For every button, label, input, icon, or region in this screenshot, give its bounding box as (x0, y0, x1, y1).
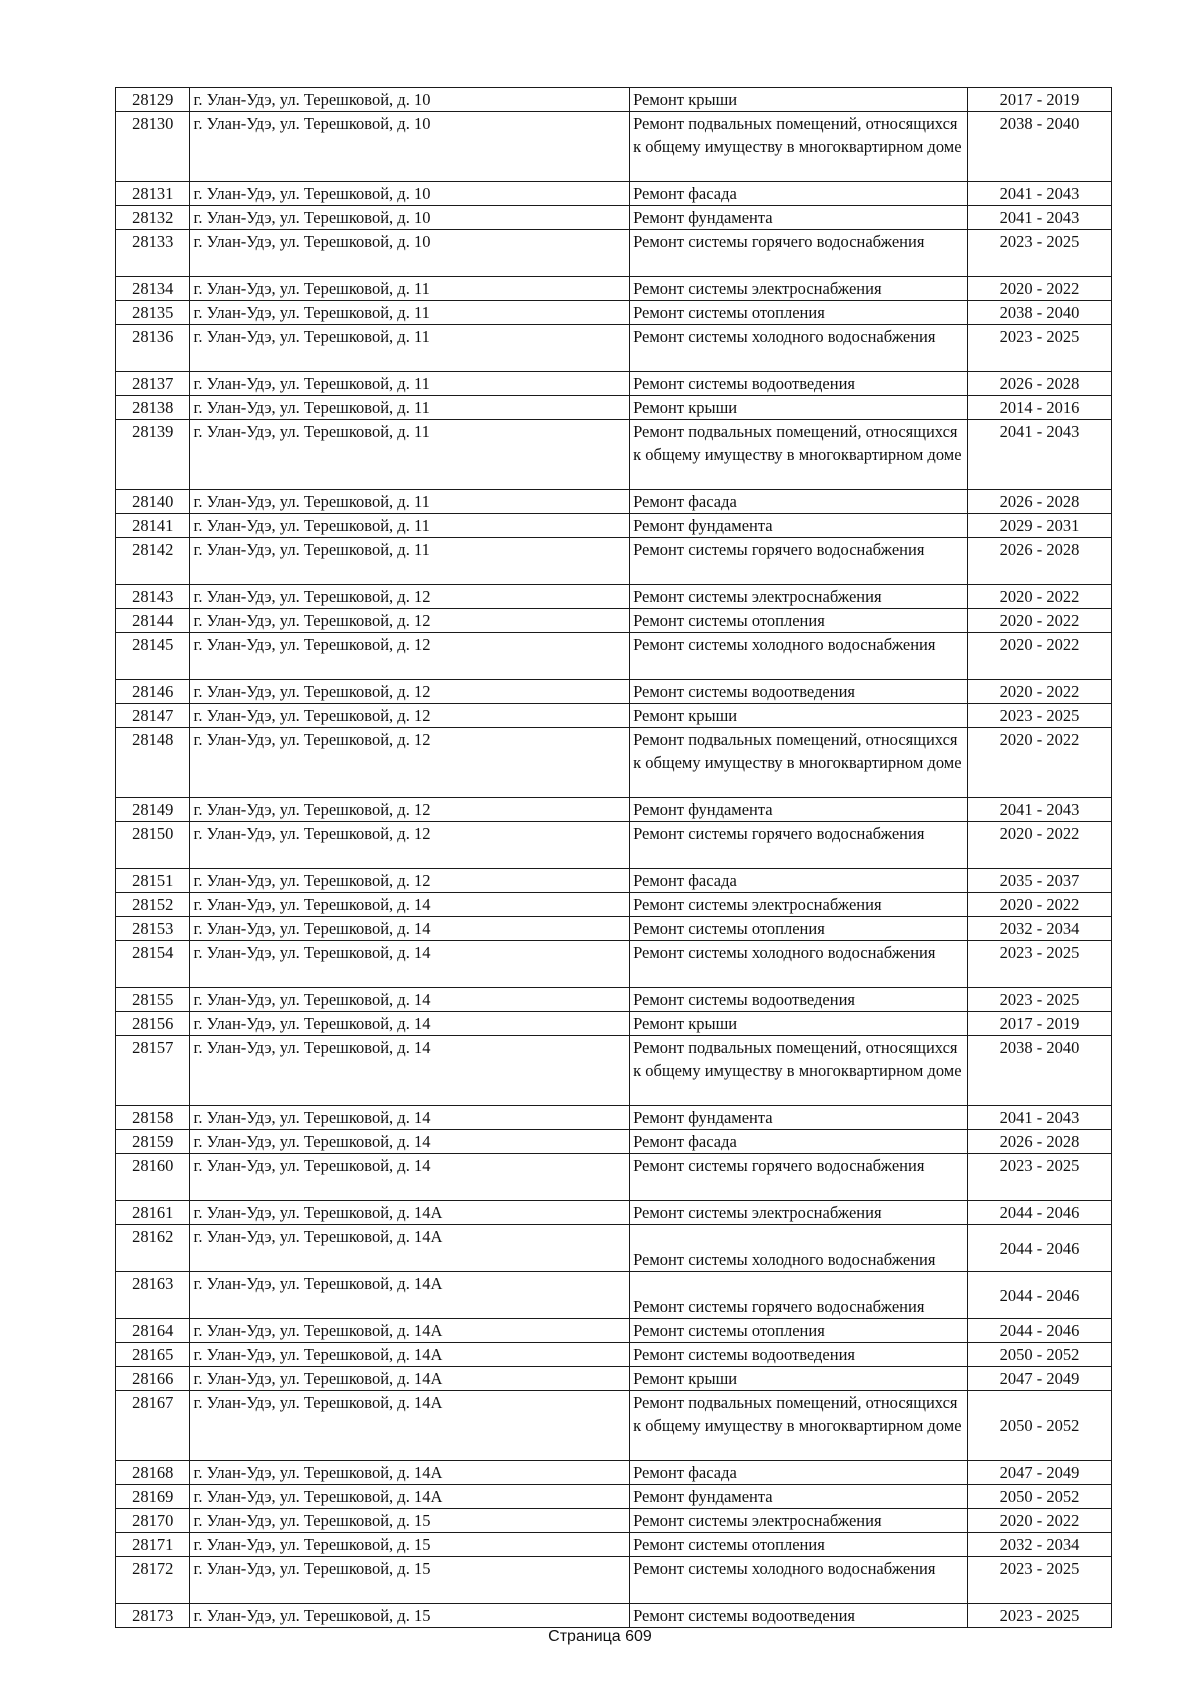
row-work-type: Ремонт системы холодного водоснабжения (630, 1225, 968, 1272)
row-period: 2017 - 2019 (968, 88, 1112, 112)
row-work-type: Ремонт системы холодного водоснабжения (630, 325, 968, 372)
row-period: 2020 - 2022 (968, 1509, 1112, 1533)
row-id: 28129 (116, 88, 190, 112)
row-period: 2023 - 2025 (968, 704, 1112, 728)
row-address: г. Улан-Удэ, ул. Терешковой, д. 11 (190, 325, 630, 372)
row-period: 2020 - 2022 (968, 893, 1112, 917)
row-address: г. Улан-Удэ, ул. Терешковой, д. 11 (190, 514, 630, 538)
table-row (116, 1106, 1112, 1130)
row-id: 28156 (116, 1012, 190, 1036)
row-id: 28130 (116, 112, 190, 182)
row-period: 2020 - 2022 (968, 609, 1112, 633)
row-work-type: Ремонт фасада (630, 182, 968, 206)
row-work-type: Ремонт системы водоотведения (630, 988, 968, 1012)
row-id: 28141 (116, 514, 190, 538)
row-id: 28172 (116, 1557, 190, 1604)
row-id: 28153 (116, 917, 190, 941)
row-work-type: Ремонт подвальных помещений, относящихся к общему имуществу в многоквартирном доме (630, 112, 968, 182)
row-address: г. Улан-Удэ, ул. Терешковой, д. 10 (190, 88, 630, 112)
row-id: 28169 (116, 1485, 190, 1509)
row-address: г. Улан-Удэ, ул. Терешковой, д. 14А (190, 1201, 630, 1225)
table-row (116, 1391, 1112, 1461)
row-period: 2026 - 2028 (968, 372, 1112, 396)
table-row (116, 1367, 1112, 1391)
row-address: г. Улан-Удэ, ул. Терешковой, д. 11 (190, 277, 630, 301)
row-period: 2050 - 2052 (968, 1485, 1112, 1509)
table-row (116, 1319, 1112, 1343)
row-work-type: Ремонт системы горячего водоснабжения (630, 538, 968, 585)
row-id: 28161 (116, 1201, 190, 1225)
row-id: 28144 (116, 609, 190, 633)
table-body (116, 88, 1112, 1628)
row-period: 2023 - 2025 (968, 325, 1112, 372)
table-row (116, 822, 1112, 869)
row-period: 2041 - 2043 (968, 798, 1112, 822)
row-id: 28136 (116, 325, 190, 372)
row-id: 28148 (116, 728, 190, 798)
table-row (116, 396, 1112, 420)
row-address: г. Улан-Удэ, ул. Терешковой, д. 14 (190, 917, 630, 941)
row-address: г. Улан-Удэ, ул. Терешковой, д. 15 (190, 1557, 630, 1604)
row-work-type: Ремонт крыши (630, 704, 968, 728)
row-work-type: Ремонт фундамента (630, 1485, 968, 1509)
row-work-type: Ремонт фасада (630, 1461, 968, 1485)
row-period: 2023 - 2025 (968, 1604, 1112, 1628)
row-period: 2044 - 2046 (968, 1319, 1112, 1343)
row-period: 2047 - 2049 (968, 1461, 1112, 1485)
table-row (116, 1343, 1112, 1367)
table-row (116, 1557, 1112, 1604)
row-address: г. Улан-Удэ, ул. Терешковой, д. 11 (190, 490, 630, 514)
row-work-type: Ремонт фасада (630, 490, 968, 514)
row-id: 28149 (116, 798, 190, 822)
row-work-type: Ремонт системы электроснабжения (630, 893, 968, 917)
row-work-type: Ремонт системы горячего водоснабжения (630, 230, 968, 277)
table-row (116, 988, 1112, 1012)
row-period: 2020 - 2022 (968, 277, 1112, 301)
table-row (116, 941, 1112, 988)
row-period: 2023 - 2025 (968, 941, 1112, 988)
row-id: 28131 (116, 182, 190, 206)
row-address: г. Улан-Удэ, ул. Терешковой, д. 14 (190, 1130, 630, 1154)
row-work-type: Ремонт фундамента (630, 206, 968, 230)
row-work-type: Ремонт системы холодного водоснабжения (630, 1557, 968, 1604)
row-period: 2023 - 2025 (968, 988, 1112, 1012)
row-period: 2044 - 2046 (968, 1201, 1112, 1225)
table-row (116, 1604, 1112, 1628)
row-id: 28150 (116, 822, 190, 869)
table-row (116, 728, 1112, 798)
table-row (116, 206, 1112, 230)
row-work-type: Ремонт системы водоотведения (630, 680, 968, 704)
row-address: г. Улан-Удэ, ул. Терешковой, д. 12 (190, 633, 630, 680)
row-period: 2023 - 2025 (968, 1557, 1112, 1604)
row-address: г. Улан-Удэ, ул. Терешковой, д. 14А (190, 1319, 630, 1343)
table-row (116, 325, 1112, 372)
row-period: 2017 - 2019 (968, 1012, 1112, 1036)
row-work-type: Ремонт фундамента (630, 1106, 968, 1130)
row-period: 2032 - 2034 (968, 917, 1112, 941)
row-address: г. Улан-Удэ, ул. Терешковой, д. 14 (190, 1106, 630, 1130)
row-id: 28139 (116, 420, 190, 490)
row-id: 28147 (116, 704, 190, 728)
row-period: 2038 - 2040 (968, 112, 1112, 182)
table-row (116, 1130, 1112, 1154)
table-row (116, 1485, 1112, 1509)
row-id: 28135 (116, 301, 190, 325)
row-period: 2020 - 2022 (968, 822, 1112, 869)
row-id: 28133 (116, 230, 190, 277)
row-period: 2044 - 2046 (968, 1272, 1112, 1319)
row-address: г. Улан-Удэ, ул. Терешковой, д. 11 (190, 301, 630, 325)
row-work-type: Ремонт системы электроснабжения (630, 277, 968, 301)
row-period: 2026 - 2028 (968, 490, 1112, 514)
row-work-type: Ремонт системы холодного водоснабжения (630, 633, 968, 680)
table-row (116, 893, 1112, 917)
row-address: г. Улан-Удэ, ул. Терешковой, д. 10 (190, 112, 630, 182)
row-id: 28164 (116, 1319, 190, 1343)
table-row (116, 798, 1112, 822)
table-row (116, 277, 1112, 301)
row-period: 2020 - 2022 (968, 585, 1112, 609)
row-address: г. Улан-Удэ, ул. Терешковой, д. 14А (190, 1485, 630, 1509)
row-work-type: Ремонт системы водоотведения (630, 1604, 968, 1628)
row-id: 28146 (116, 680, 190, 704)
row-id: 28159 (116, 1130, 190, 1154)
table-row (116, 1225, 1112, 1272)
row-work-type: Ремонт системы отопления (630, 1533, 968, 1557)
row-period: 2029 - 2031 (968, 514, 1112, 538)
row-address: г. Улан-Удэ, ул. Терешковой, д. 14 (190, 1012, 630, 1036)
row-address: г. Улан-Удэ, ул. Терешковой, д. 11 (190, 372, 630, 396)
row-address: г. Улан-Удэ, ул. Терешковой, д. 11 (190, 420, 630, 490)
row-work-type: Ремонт фасада (630, 1130, 968, 1154)
row-work-type: Ремонт системы горячего водоснабжения (630, 1154, 968, 1201)
row-id: 28152 (116, 893, 190, 917)
row-work-type: Ремонт системы электроснабжения (630, 1201, 968, 1225)
row-address: г. Улан-Удэ, ул. Терешковой, д. 12 (190, 869, 630, 893)
row-address: г. Улан-Удэ, ул. Терешковой, д. 12 (190, 609, 630, 633)
table-row (116, 1509, 1112, 1533)
row-address: г. Улан-Удэ, ул. Терешковой, д. 14А (190, 1391, 630, 1461)
table-row (116, 609, 1112, 633)
row-address: г. Улан-Удэ, ул. Терешковой, д. 14 (190, 1036, 630, 1106)
table-row (116, 704, 1112, 728)
row-work-type: Ремонт системы отопления (630, 1319, 968, 1343)
row-period: 2020 - 2022 (968, 728, 1112, 798)
row-id: 28145 (116, 633, 190, 680)
row-address: г. Улан-Удэ, ул. Терешковой, д. 14 (190, 893, 630, 917)
row-address: г. Улан-Удэ, ул. Терешковой, д. 11 (190, 396, 630, 420)
row-id: 28138 (116, 396, 190, 420)
table-row (116, 538, 1112, 585)
table-row (116, 1036, 1112, 1106)
row-id: 28170 (116, 1509, 190, 1533)
row-address: г. Улан-Удэ, ул. Терешковой, д. 10 (190, 230, 630, 277)
row-id: 28173 (116, 1604, 190, 1628)
row-address: г. Улан-Удэ, ул. Терешковой, д. 15 (190, 1604, 630, 1628)
row-id: 28140 (116, 490, 190, 514)
row-address: г. Улан-Удэ, ул. Терешковой, д. 14А (190, 1461, 630, 1485)
page-number: Страница 609 (548, 1628, 652, 1645)
row-period: 2020 - 2022 (968, 633, 1112, 680)
table-row (116, 633, 1112, 680)
row-address: г. Улан-Удэ, ул. Терешковой, д. 15 (190, 1533, 630, 1557)
row-address: г. Улан-Удэ, ул. Терешковой, д. 14 (190, 941, 630, 988)
row-id: 28151 (116, 869, 190, 893)
table-row (116, 301, 1112, 325)
row-address: г. Улан-Удэ, ул. Терешковой, д. 12 (190, 728, 630, 798)
table-row (116, 490, 1112, 514)
row-id: 28157 (116, 1036, 190, 1106)
row-period: 2020 - 2022 (968, 680, 1112, 704)
row-work-type: Ремонт крыши (630, 1367, 968, 1391)
row-address: г. Улан-Удэ, ул. Терешковой, д. 12 (190, 680, 630, 704)
row-address: г. Улан-Удэ, ул. Терешковой, д. 10 (190, 182, 630, 206)
row-id: 28166 (116, 1367, 190, 1391)
row-id: 28160 (116, 1154, 190, 1201)
row-id: 28171 (116, 1533, 190, 1557)
table-row (116, 1201, 1112, 1225)
row-work-type: Ремонт подвальных помещений, относящихся к общему имуществу в многоквартирном доме (630, 1391, 968, 1461)
table-row (116, 1461, 1112, 1485)
row-period: 2026 - 2028 (968, 538, 1112, 585)
row-work-type: Ремонт фундамента (630, 514, 968, 538)
row-address: г. Улан-Удэ, ул. Терешковой, д. 14 (190, 1154, 630, 1201)
row-work-type: Ремонт системы отопления (630, 917, 968, 941)
table-row (116, 585, 1112, 609)
row-address: г. Улан-Удэ, ул. Терешковой, д. 12 (190, 704, 630, 728)
row-work-type: Ремонт системы отопления (630, 301, 968, 325)
table-row (116, 112, 1112, 182)
row-id: 28158 (116, 1106, 190, 1130)
row-id: 28134 (116, 277, 190, 301)
row-id: 28143 (116, 585, 190, 609)
row-period: 2026 - 2028 (968, 1130, 1112, 1154)
row-period: 2032 - 2034 (968, 1533, 1112, 1557)
row-work-type: Ремонт системы водоотведения (630, 372, 968, 396)
table-row (116, 1272, 1112, 1319)
table-row (116, 514, 1112, 538)
row-address: г. Улан-Удэ, ул. Терешковой, д. 14А (190, 1343, 630, 1367)
row-id: 28168 (116, 1461, 190, 1485)
row-work-type: Ремонт подвальных помещений, относящихся к общему имуществу в многоквартирном доме (630, 728, 968, 798)
row-work-type: Ремонт крыши (630, 88, 968, 112)
row-work-type: Ремонт крыши (630, 396, 968, 420)
row-period: 2044 - 2046 (968, 1225, 1112, 1272)
row-work-type: Ремонт фундамента (630, 798, 968, 822)
table-row (116, 1012, 1112, 1036)
row-period: 2041 - 2043 (968, 420, 1112, 490)
row-period: 2041 - 2043 (968, 1106, 1112, 1130)
row-id: 28155 (116, 988, 190, 1012)
row-address: г. Улан-Удэ, ул. Терешковой, д. 14 (190, 988, 630, 1012)
row-work-type: Ремонт системы электроснабжения (630, 585, 968, 609)
row-work-type: Ремонт системы горячего водоснабжения (630, 1272, 968, 1319)
repair-schedule-table (115, 87, 1112, 1628)
row-id: 28162 (116, 1225, 190, 1272)
row-address: г. Улан-Удэ, ул. Терешковой, д. 14А (190, 1272, 630, 1319)
row-period: 2038 - 2040 (968, 1036, 1112, 1106)
row-work-type: Ремонт фасада (630, 869, 968, 893)
row-work-type: Ремонт системы холодного водоснабжения (630, 941, 968, 988)
table-row (116, 869, 1112, 893)
table-row (116, 182, 1112, 206)
table-row (116, 917, 1112, 941)
row-id: 28167 (116, 1391, 190, 1461)
row-work-type: Ремонт системы электроснабжения (630, 1509, 968, 1533)
table-row (116, 1154, 1112, 1201)
row-address: г. Улан-Удэ, ул. Терешковой, д. 10 (190, 206, 630, 230)
row-period: 2050 - 2052 (968, 1343, 1112, 1367)
row-period: 2038 - 2040 (968, 301, 1112, 325)
table-row (116, 680, 1112, 704)
row-period: 2023 - 2025 (968, 1154, 1112, 1201)
row-period: 2041 - 2043 (968, 182, 1112, 206)
table-row (116, 230, 1112, 277)
row-id: 28154 (116, 941, 190, 988)
row-work-type: Ремонт системы горячего водоснабжения (630, 822, 968, 869)
table-row (116, 420, 1112, 490)
row-period: 2023 - 2025 (968, 230, 1112, 277)
row-address: г. Улан-Удэ, ул. Терешковой, д. 15 (190, 1509, 630, 1533)
row-id: 28163 (116, 1272, 190, 1319)
row-address: г. Улан-Удэ, ул. Терешковой, д. 11 (190, 538, 630, 585)
row-period: 2050 - 2052 (968, 1391, 1112, 1461)
row-work-type: Ремонт крыши (630, 1012, 968, 1036)
row-period: 2014 - 2016 (968, 396, 1112, 420)
row-id: 28165 (116, 1343, 190, 1367)
row-period: 2035 - 2037 (968, 869, 1112, 893)
row-work-type: Ремонт системы водоотведения (630, 1343, 968, 1367)
row-address: г. Улан-Удэ, ул. Терешковой, д. 14А (190, 1225, 630, 1272)
row-work-type: Ремонт системы отопления (630, 609, 968, 633)
row-address: г. Улан-Удэ, ул. Терешковой, д. 12 (190, 798, 630, 822)
row-address: г. Улан-Удэ, ул. Терешковой, д. 14А (190, 1367, 630, 1391)
table-row (116, 88, 1112, 112)
row-period: 2047 - 2049 (968, 1367, 1112, 1391)
row-id: 28132 (116, 206, 190, 230)
row-work-type: Ремонт подвальных помещений, относящихся к общему имуществу в многоквартирном доме (630, 420, 968, 490)
table-row (116, 1533, 1112, 1557)
row-id: 28137 (116, 372, 190, 396)
row-work-type: Ремонт подвальных помещений, относящихся к общему имуществу в многоквартирном доме (630, 1036, 968, 1106)
row-period: 2041 - 2043 (968, 206, 1112, 230)
row-address: г. Улан-Удэ, ул. Терешковой, д. 12 (190, 585, 630, 609)
row-address: г. Улан-Удэ, ул. Терешковой, д. 12 (190, 822, 630, 869)
table-row (116, 372, 1112, 396)
row-id: 28142 (116, 538, 190, 585)
